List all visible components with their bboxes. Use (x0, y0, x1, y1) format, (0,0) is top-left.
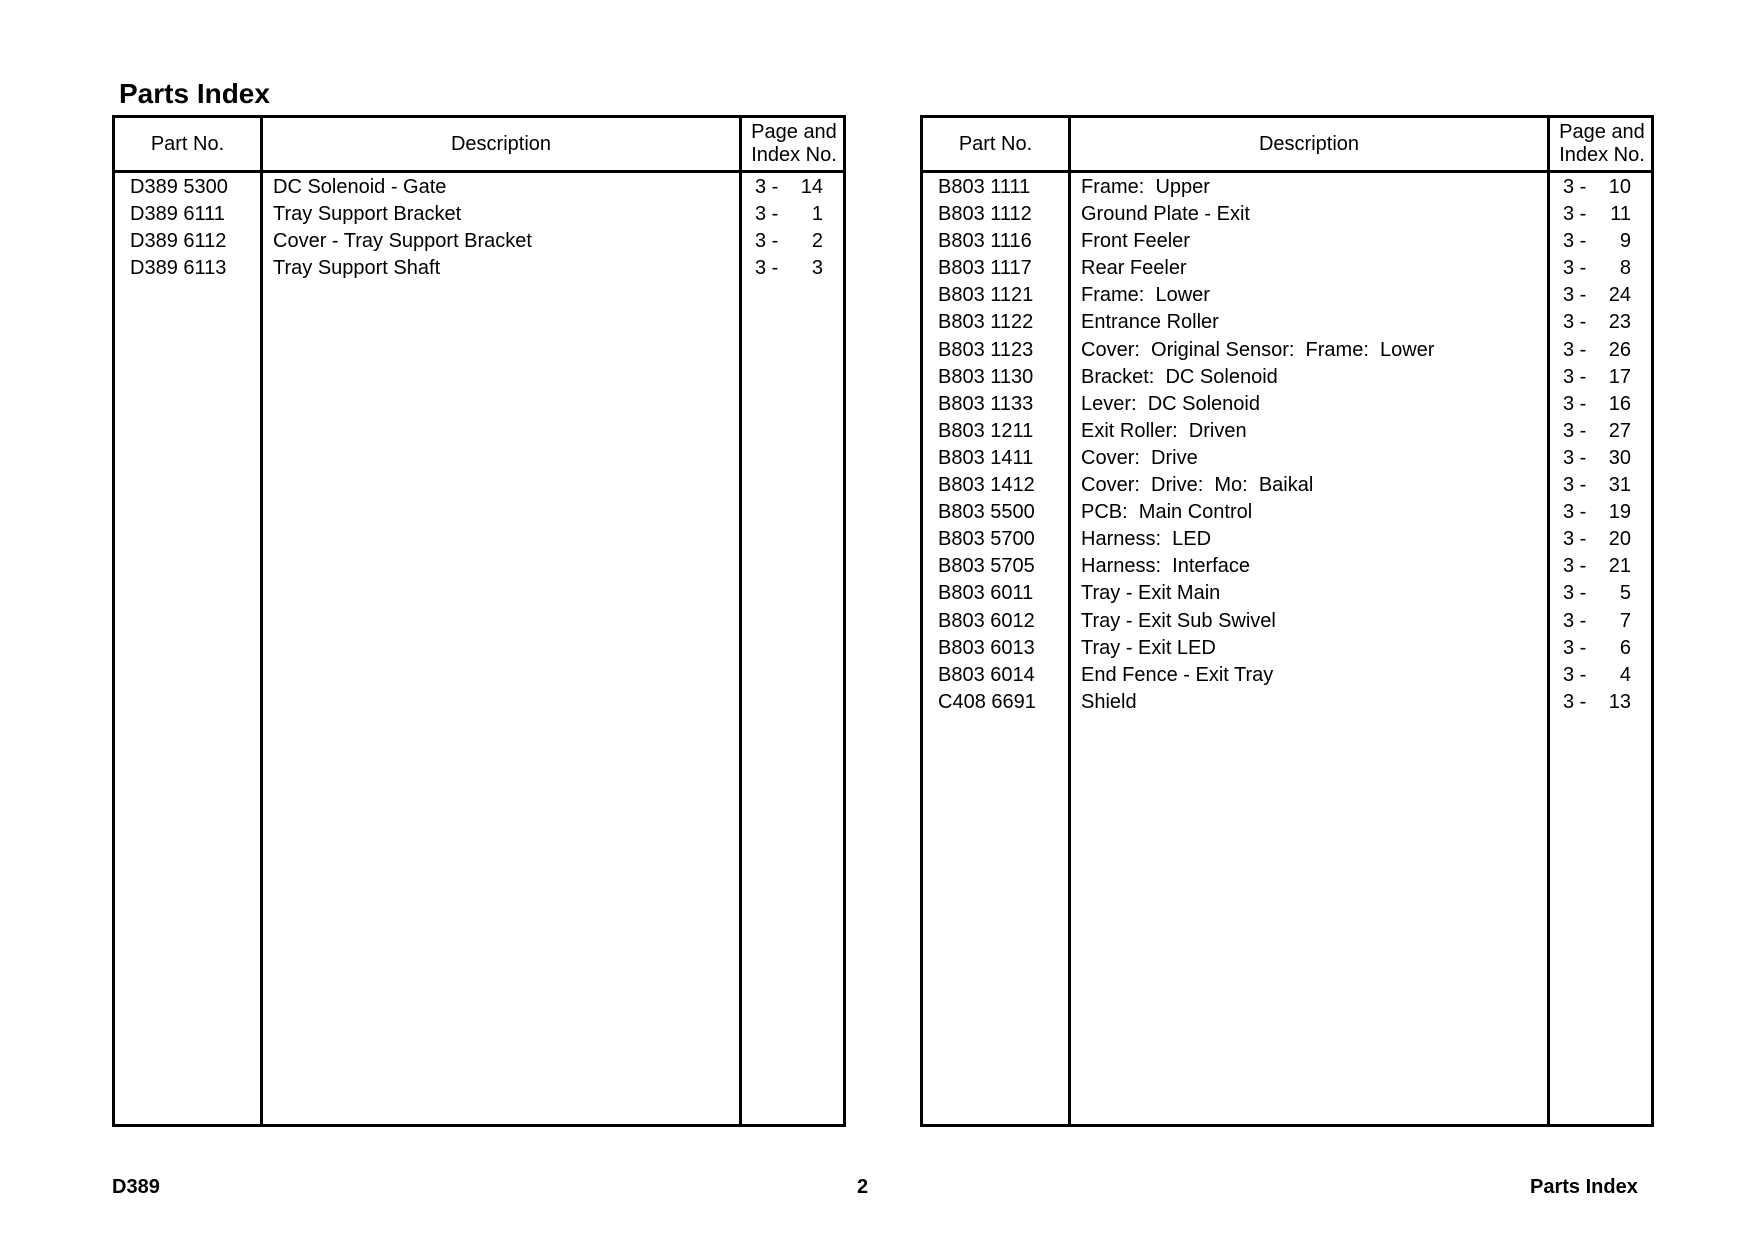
header-page-line1: Page and (1559, 121, 1645, 143)
page-number: 3 - (1563, 419, 1587, 442)
description: Exit Roller: Driven (1081, 419, 1247, 442)
parts-table-left (112, 115, 846, 1127)
description: Tray Support Bracket (273, 203, 462, 226)
table-row (115, 174, 843, 201)
table-row (923, 580, 1651, 607)
table-row (923, 689, 1651, 716)
table-row (115, 255, 843, 282)
description: Lever: DC Solenoid (1081, 392, 1260, 415)
page-number: 3 - (755, 230, 779, 253)
index-number: 19 (1608, 501, 1631, 524)
header-page-index (1550, 118, 1654, 170)
page-number: 3 - (1563, 392, 1587, 415)
page-number: 3 - (1563, 446, 1587, 469)
description: PCB: Main Control (1081, 501, 1253, 524)
index-number: 13 (1608, 690, 1631, 713)
description: Tray - Exit Sub Swivel (1081, 609, 1276, 632)
page-number: 3 - (1563, 284, 1587, 307)
description: Frame: Lower (1081, 284, 1210, 307)
page-number: 3 - (1563, 636, 1587, 659)
page-number: 3 - (1563, 176, 1587, 198)
description: End Fence - Exit Tray (1081, 663, 1274, 686)
part-number: B803 1412 (938, 474, 1035, 497)
table-row (923, 201, 1651, 228)
page-number: 3 - (1563, 528, 1587, 551)
page-number: 3 - (1563, 230, 1587, 253)
index-number: 2 (811, 230, 823, 253)
table-row (923, 174, 1651, 201)
page-number: 3 - (1563, 365, 1587, 388)
description: Shield (1081, 690, 1137, 713)
page-number: 3 - (1563, 663, 1587, 686)
part-number: C408 6691 (938, 690, 1036, 713)
part-number: B803 6012 (938, 609, 1035, 632)
part-number: B803 1117 (938, 257, 1032, 280)
page-number: 3 - (1563, 582, 1587, 605)
part-number: B803 1112 (938, 203, 1032, 226)
index-number: 14 (800, 176, 823, 198)
index-number: 5 (1619, 582, 1631, 605)
description: Tray Support Shaft (273, 257, 441, 280)
header-part-no: Part No. (958, 132, 1033, 155)
description: Frame: Upper (1081, 176, 1210, 198)
header-page-line1: Page and (751, 121, 837, 143)
footer-section-title: Parts Index (1530, 1176, 1638, 1198)
page-number: 3 - (755, 203, 779, 226)
index-number: 17 (1608, 365, 1631, 388)
index-number: 31 (1608, 474, 1631, 497)
index-number: 1 (811, 203, 823, 226)
index-number: 4 (1619, 663, 1631, 686)
table-row (923, 635, 1651, 662)
part-number: B803 1411 (938, 446, 1034, 469)
description: DC Solenoid - Gate (273, 176, 447, 198)
footer-page-number: 2 (857, 1176, 869, 1198)
description: Harness: LED (1081, 528, 1212, 551)
page-number: 3 - (1563, 555, 1587, 578)
header-divider (115, 170, 843, 173)
part-number: B803 1123 (938, 338, 1034, 361)
table-row (923, 391, 1651, 418)
description: Cover: Drive: Mo: Baikal (1081, 474, 1314, 497)
index-number: 26 (1608, 338, 1631, 361)
header-page-line2: Index No. (1559, 144, 1645, 166)
index-number: 6 (1619, 636, 1631, 659)
description: Harness: Interface (1081, 555, 1250, 578)
header-page-index (742, 118, 846, 170)
table-row (923, 364, 1651, 391)
table-row (923, 445, 1651, 472)
header-description: Description (450, 132, 552, 155)
page-number: 3 - (1563, 257, 1587, 280)
table-row (923, 282, 1651, 309)
page-number: 3 - (1563, 311, 1587, 334)
part-number: D389 5300 (130, 176, 228, 198)
index-number: 30 (1608, 446, 1631, 469)
part-number: B803 1111 (938, 176, 1031, 198)
description: Cover: Original Sensor: Frame: Lower (1081, 338, 1435, 361)
page-number: 3 - (755, 257, 779, 280)
part-number: B803 5500 (938, 501, 1035, 524)
part-number: B803 6013 (938, 636, 1035, 659)
description: Tray - Exit LED (1081, 636, 1216, 659)
description: Cover: Drive (1081, 446, 1198, 469)
part-number: B803 6014 (938, 663, 1035, 686)
table-row (115, 228, 843, 255)
footer-model: D389 (112, 1176, 160, 1198)
index-number: 7 (1619, 609, 1631, 632)
description: Ground Plate - Exit (1081, 203, 1250, 226)
table-rows (115, 174, 843, 282)
index-number: 27 (1608, 419, 1631, 442)
part-number: B803 1130 (938, 365, 1034, 388)
page-number: 3 - (1563, 690, 1587, 713)
header-description: Description (1258, 132, 1360, 155)
part-number: D389 6112 (130, 230, 227, 253)
table-rows (923, 174, 1651, 716)
table-row (923, 499, 1651, 526)
part-number: B803 1122 (938, 311, 1034, 334)
table-row (923, 309, 1651, 336)
index-number: 11 (1610, 203, 1631, 226)
index-number: 16 (1608, 392, 1631, 415)
description: Front Feeler (1081, 230, 1190, 253)
index-number: 24 (1608, 284, 1631, 307)
description: Bracket: DC Solenoid (1081, 365, 1278, 388)
part-number: D389 6113 (130, 257, 227, 280)
header-divider (923, 170, 1651, 173)
description: Entrance Roller (1081, 311, 1219, 334)
table-row (115, 201, 843, 228)
description: Tray - Exit Main (1081, 582, 1221, 605)
table-row (923, 553, 1651, 580)
table-row (923, 526, 1651, 553)
part-number: B803 1211 (938, 419, 1034, 442)
table-row (923, 662, 1651, 689)
page-title: Parts Index (119, 78, 270, 109)
index-number: 3 (811, 257, 823, 280)
table-row (923, 255, 1651, 282)
index-number: 23 (1608, 311, 1631, 334)
index-number: 8 (1619, 257, 1631, 280)
table-row (923, 608, 1651, 635)
index-number: 10 (1608, 176, 1631, 198)
index-number: 9 (1619, 230, 1631, 253)
header-page-line2: Index No. (751, 144, 837, 166)
table-row (923, 418, 1651, 445)
description: Cover - Tray Support Bracket (273, 230, 532, 253)
part-number: B803 5700 (938, 528, 1035, 551)
page-number: 3 - (1563, 501, 1587, 524)
table-row (923, 337, 1651, 364)
index-number: 21 (1608, 555, 1631, 578)
header-part-no: Part No. (150, 132, 225, 155)
page-number: 3 - (1563, 338, 1587, 361)
part-number: B803 1121 (938, 284, 1034, 307)
part-number: D389 6111 (130, 203, 225, 226)
page-number: 3 - (1563, 474, 1587, 497)
part-number: B803 6011 (938, 582, 1034, 605)
description: Rear Feeler (1081, 257, 1187, 280)
table-row (923, 228, 1651, 255)
part-number: B803 5705 (938, 555, 1035, 578)
table-row (923, 472, 1651, 499)
page-number: 3 - (1563, 609, 1587, 632)
page-number: 3 - (1563, 203, 1587, 226)
parts-table-right (920, 115, 1654, 1127)
part-number: B803 1133 (938, 392, 1034, 415)
part-number: B803 1116 (938, 230, 1032, 253)
index-number: 20 (1608, 528, 1631, 551)
page-number: 3 - (755, 176, 779, 198)
